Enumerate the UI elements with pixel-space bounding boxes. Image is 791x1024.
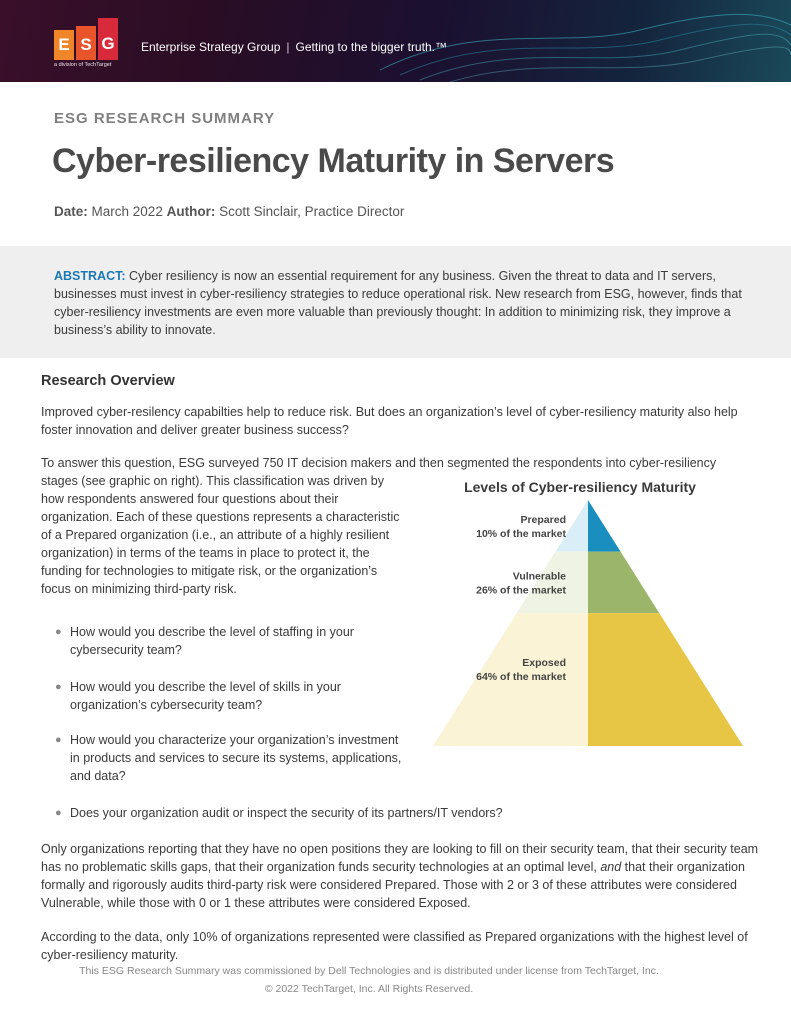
list-item-text: How would you describe the level of staffing in your cybersecurity team? xyxy=(70,625,354,657)
overview-paragraph-4: According to the data, only 10% of organizations represented were classified as Prepared organizations with the highest level of cyber-resiliency maturity. xyxy=(41,930,748,962)
pyramid-label-name: Vulnerable xyxy=(512,570,566,583)
abstract-text: Cyber resiliency is now an essential requirement for any business. Given the threat to data and IT servers, businesses must invest in cyber-resiliency strategies to reduce operational risk. New research from ESG, however, finds that cyber-resiliency investments are even more valuable than previously thought: In addition to minimizing risk, they improve a business’s ability to innovate. xyxy=(54,269,742,337)
page-title: Cyber-resiliency Maturity in Servers xyxy=(52,142,615,180)
separator: | xyxy=(286,40,290,54)
overview-paragraph-3 xyxy=(41,840,761,912)
esg-logo[interactable] xyxy=(54,18,124,66)
header-banner xyxy=(0,0,791,82)
pyramid-label-name: Prepared xyxy=(520,513,566,526)
company-name: Enterprise Strategy Group xyxy=(141,40,281,54)
pyramid-layer-vulnerable xyxy=(588,552,659,614)
abstract-paragraph xyxy=(54,267,754,339)
overview-paragraph-2-line: To answer this question, ESG surveyed 750 IT decision makers and then segmented the respondents into cyber-resiliency xyxy=(41,456,717,470)
bullet-icon: ● xyxy=(55,681,62,693)
pyramid-layer-prepared xyxy=(588,500,621,552)
overview-paragraph-2-rest: stages (see graphic on right). This classification was driven by how respondents answered four questions about their organization. Each of these questions represents a characteristic of a Prepared organization (i.e., an attribute of a highly resilient organization) in terms of the teams in place to protect it, the funding for technologies to mitigate risk, or the organization’s focus on minimizing third-party risk. xyxy=(41,474,400,596)
logo-g: G xyxy=(98,18,118,60)
logo-s: S xyxy=(76,26,96,60)
overview-paragraph-1: Improved cyber-resilency capabilties help to reduce risk. But does an organization’s level of cyber-resiliency maturity also help foster innovation and deliver greater business success? xyxy=(41,405,738,437)
doc-kicker: ESG RESEARCH SUMMARY xyxy=(54,110,276,127)
pyramid-label-value: 10% of the market xyxy=(476,527,566,540)
maturity-pyramid-chart xyxy=(410,476,750,756)
pyramid-label-value: 64% of the market xyxy=(476,670,566,683)
pyramid-layer-exposed xyxy=(588,613,743,746)
footer-license: This ESG Research Summary was commissioned by Dell Technologies and is distributed under license from TechTarget, Inc. xyxy=(79,965,659,977)
date-label: Date: xyxy=(54,204,88,219)
author-value: Scott Sinclair, Practice Director xyxy=(219,204,405,219)
list-item-text: Does your organization audit or inspect the security of its partners/IT vendors? xyxy=(70,806,503,820)
pyramid-label-name: Exposed xyxy=(522,656,566,669)
abstract-label: ABSTRACT: xyxy=(54,269,126,283)
logo-subtitle: a division of TechTarget xyxy=(54,62,112,68)
bullet-icon: ● xyxy=(55,626,62,638)
p3-emphasis: and xyxy=(600,860,622,874)
byline xyxy=(54,204,404,219)
date-value: March 2022 xyxy=(91,204,163,219)
p3-after: that their organization formally and rigorously audits third-party risk were considered Prepared. Those with 2 or 3 of these attributes were considered Vulnerable, while those with 0 or 1 these attributes were considered Exposed. xyxy=(41,860,745,910)
p3-before: Only organizations reporting that they have no open positions they are looking to fill on their security team, that their security team has no problematic skills gaps, that their organization funds security technologies at an optimal level, xyxy=(41,842,759,874)
abstract-box xyxy=(0,246,791,358)
pyramid-label-value: 26% of the market xyxy=(476,584,566,597)
list-item-text: How would you describe the level of skills in your organization’s cybersecurity team? xyxy=(70,680,341,712)
bullet-icon: ● xyxy=(55,807,62,819)
header-tagline xyxy=(141,40,447,54)
bullet-icon: ● xyxy=(55,734,62,746)
footer-copyright: © 2022 TechTarget, Inc. All Rights Reserved. xyxy=(264,983,474,995)
section-heading: Research Overview xyxy=(41,373,175,389)
chart-title: Levels of Cyber-resiliency Maturity xyxy=(464,479,696,495)
author-label: Author: xyxy=(166,204,216,219)
tagline-text: Getting to the bigger truth.™ xyxy=(295,40,447,54)
logo-e: E xyxy=(54,30,74,60)
list-item-text: How would you characterize your organization’s investment in products and services to secure its systems, applications, and data? xyxy=(70,733,402,783)
